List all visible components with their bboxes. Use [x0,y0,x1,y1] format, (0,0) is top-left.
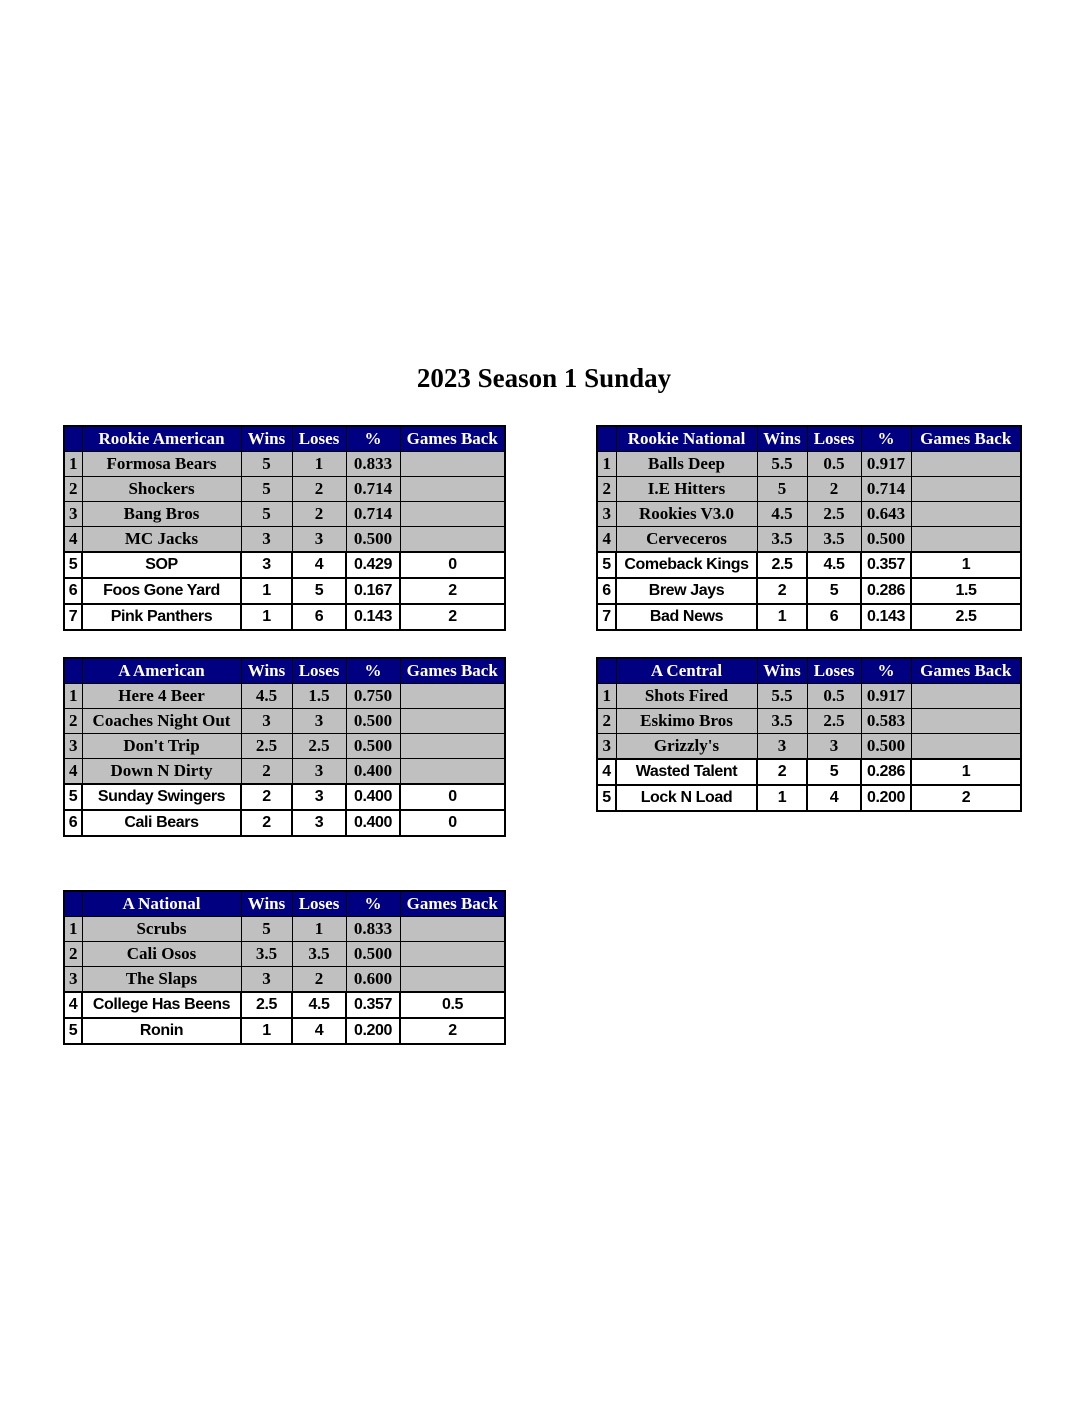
loses-cell: 4.5 [292,992,346,1018]
pct-cell: 0.143 [346,604,400,630]
rank-cell: 5 [597,785,616,811]
wins-cell: 3.5 [757,709,807,734]
team-name-cell: Bad News [616,604,757,630]
games-back-cell [911,502,1021,527]
rank-cell: 1 [64,684,82,709]
wins-cell: 3.5 [757,527,807,553]
pct-cell: 0.200 [861,785,911,811]
team-name-cell: Foos Gone Yard [82,578,241,604]
table-row [597,578,1021,604]
wins-header: Wins [757,658,807,684]
table-a-national [63,890,506,1045]
table-row [597,785,1021,811]
games-back-cell [400,502,505,527]
wins-cell: 5.5 [757,684,807,709]
loses-cell: 6 [292,604,346,630]
pct-cell: 0.357 [861,552,911,578]
pct-cell: 0.286 [861,759,911,785]
wins-cell: 5 [241,477,292,502]
table-row [64,502,505,527]
wins-cell: 3 [241,527,292,553]
wins-cell: 5 [241,502,292,527]
pct-cell: 0.143 [861,604,911,630]
games-back-header: Games Back [911,658,1021,684]
pct-header: % [346,658,400,684]
games-back-cell [400,917,505,942]
games-back-cell [911,684,1021,709]
wins-cell: 5 [241,452,292,477]
table-row [64,1018,505,1044]
games-back-header: Games Back [400,891,505,917]
rank-cell: 1 [64,452,82,477]
loses-cell: 0.5 [807,452,861,477]
pct-header: % [346,891,400,917]
games-back-cell: 1 [911,759,1021,785]
rank-cell: 1 [597,452,616,477]
pct-cell: 0.500 [346,527,400,553]
table-row [64,477,505,502]
loses-cell: 4.5 [807,552,861,578]
loses-cell: 2 [807,477,861,502]
loses-cell: 1.5 [292,684,346,709]
games-back-cell: 0 [400,552,505,578]
loses-cell: 3 [292,527,346,553]
loses-cell: 3.5 [807,527,861,553]
loses-cell: 4 [292,552,346,578]
games-back-cell: 1 [911,552,1021,578]
rank-cell: 1 [64,917,82,942]
wins-cell: 3 [241,967,292,993]
pct-cell: 0.583 [861,709,911,734]
games-back-cell: 1.5 [911,578,1021,604]
pct-cell: 0.429 [346,552,400,578]
pct-cell: 0.400 [346,759,400,785]
rank-header-cell [64,426,82,452]
team-name-cell: Here 4 Beer [82,684,241,709]
rank-header-cell [64,891,82,917]
rank-cell: 3 [597,734,616,760]
table-row [64,578,505,604]
header-row [597,658,1021,684]
loses-cell: 3 [292,784,346,810]
team-name-cell: Balls Deep [616,452,757,477]
rank-cell: 4 [597,759,616,785]
team-name-cell: Comeback Kings [616,552,757,578]
team-name-cell: Shots Fired [616,684,757,709]
wins-cell: 2 [757,578,807,604]
table-row [597,684,1021,709]
table-row [64,917,505,942]
pct-cell: 0.167 [346,578,400,604]
loses-cell: 6 [807,604,861,630]
games-back-cell [911,709,1021,734]
rank-cell: 5 [64,552,82,578]
pct-cell: 0.714 [861,477,911,502]
pct-cell: 0.500 [346,734,400,759]
wins-cell: 2 [241,784,292,810]
wins-cell: 2 [757,759,807,785]
pct-cell: 0.714 [346,502,400,527]
games-back-cell [400,942,505,967]
division-title: Rookie American [82,426,241,452]
table-row [64,552,505,578]
pct-header: % [861,658,911,684]
games-back-cell [400,452,505,477]
division-title: A American [82,658,241,684]
team-name-cell: Rookies V3.0 [616,502,757,527]
table-rookie-american [63,425,506,631]
games-back-cell [400,477,505,502]
loses-cell: 3 [292,810,346,836]
loses-cell: 2 [292,477,346,502]
rank-cell: 5 [597,552,616,578]
team-name-cell: Lock N Load [616,785,757,811]
games-back-cell [400,967,505,993]
loses-header: Loses [807,658,861,684]
pct-cell: 0.400 [346,784,400,810]
games-back-cell: 2 [400,1018,505,1044]
rank-cell: 6 [64,578,82,604]
games-back-cell: 2 [911,785,1021,811]
loses-cell: 2 [292,502,346,527]
standings-table [596,657,1022,812]
games-back-cell [400,709,505,734]
rank-cell: 7 [64,604,82,630]
team-name-cell: Cali Osos [82,942,241,967]
rank-cell: 6 [597,578,616,604]
pct-cell: 0.643 [861,502,911,527]
wins-cell: 4.5 [757,502,807,527]
rank-cell: 7 [597,604,616,630]
standings-table [63,425,506,631]
rank-header-cell [597,658,616,684]
wins-cell: 2.5 [757,552,807,578]
team-name-cell: Ronin [82,1018,241,1044]
team-name-cell: Sunday Swingers [82,784,241,810]
loses-cell: 2.5 [292,734,346,759]
games-back-cell: 0 [400,810,505,836]
pct-cell: 0.500 [861,734,911,760]
team-name-cell: Pink Panthers [82,604,241,630]
pct-cell: 0.833 [346,452,400,477]
loses-cell: 1 [292,917,346,942]
wins-cell: 2 [241,810,292,836]
games-back-cell: 0 [400,784,505,810]
standings-table [63,890,506,1045]
table-row [597,734,1021,760]
wins-cell: 2.5 [241,734,292,759]
loses-cell: 3.5 [292,942,346,967]
wins-cell: 4.5 [241,684,292,709]
rank-cell: 2 [64,709,82,734]
pct-header: % [861,426,911,452]
rank-cell: 3 [64,734,82,759]
table-a-american [63,657,506,837]
games-back-cell [911,527,1021,553]
team-name-cell: Grizzly's [616,734,757,760]
header-row [64,658,505,684]
table-row [64,527,505,553]
table-rookie-national [596,425,1022,631]
wins-header: Wins [241,426,292,452]
table-row [64,784,505,810]
games-back-cell: 2.5 [911,604,1021,630]
table-row [597,502,1021,527]
team-name-cell: Down N Dirty [82,759,241,785]
wins-cell: 1 [241,1018,292,1044]
wins-cell: 2 [241,759,292,785]
team-name-cell: Shockers [82,477,241,502]
header-row [64,426,505,452]
wins-cell: 3 [241,709,292,734]
division-title: A Central [616,658,757,684]
rank-cell: 1 [597,684,616,709]
team-name-cell: The Slaps [82,967,241,993]
team-name-cell: Don't Trip [82,734,241,759]
rank-cell: 3 [597,502,616,527]
team-name-cell: Scrubs [82,917,241,942]
standings-table [63,657,506,837]
rank-cell: 6 [64,810,82,836]
rank-header-cell [597,426,616,452]
wins-cell: 5 [241,917,292,942]
team-name-cell: Coaches Night Out [82,709,241,734]
rank-cell: 4 [64,527,82,553]
header-row [597,426,1021,452]
games-back-cell [400,527,505,553]
pct-cell: 0.750 [346,684,400,709]
table-row [64,604,505,630]
header-row [64,891,505,917]
table-row [597,759,1021,785]
team-name-cell: Cali Bears [82,810,241,836]
wins-header: Wins [241,891,292,917]
loses-cell: 2 [292,967,346,993]
rank-cell: 4 [64,992,82,1018]
loses-header: Loses [292,426,346,452]
team-name-cell: I.E Hitters [616,477,757,502]
games-back-header: Games Back [400,658,505,684]
division-title: Rookie National [616,426,757,452]
games-back-cell: 2 [400,604,505,630]
team-name-cell: Formosa Bears [82,452,241,477]
pct-cell: 0.600 [346,967,400,993]
games-back-cell [911,734,1021,760]
page-title: 2023 Season 1 Sunday [416,363,672,393]
pct-cell: 0.500 [346,709,400,734]
rank-cell: 4 [64,759,82,785]
table-row [597,452,1021,477]
table-row [64,992,505,1018]
team-name-cell: Bang Bros [82,502,241,527]
pct-cell: 0.286 [861,578,911,604]
wins-cell: 1 [241,604,292,630]
games-back-cell [400,684,505,709]
pct-cell: 0.357 [346,992,400,1018]
division-title: A National [82,891,241,917]
table-row [64,709,505,734]
loses-header: Loses [292,891,346,917]
pct-cell: 0.500 [346,942,400,967]
games-back-header: Games Back [400,426,505,452]
games-back-cell [400,759,505,785]
rank-cell: 5 [64,1018,82,1044]
rank-cell: 2 [64,477,82,502]
loses-cell: 3 [807,734,861,760]
team-name-cell: SOP [82,552,241,578]
team-name-cell: College Has Beens [82,992,241,1018]
table-row [64,967,505,993]
games-back-cell [400,734,505,759]
team-name-cell: MC Jacks [82,527,241,553]
table-row [64,684,505,709]
rank-cell: 2 [597,709,616,734]
games-back-header: Games Back [911,426,1021,452]
table-row [597,527,1021,553]
table-row [64,810,505,836]
table-row [597,604,1021,630]
table-row [597,477,1021,502]
wins-cell: 5.5 [757,452,807,477]
wins-cell: 3 [757,734,807,760]
rank-cell: 2 [64,942,82,967]
wins-header: Wins [241,658,292,684]
wins-cell: 2.5 [241,992,292,1018]
loses-cell: 4 [292,1018,346,1044]
loses-cell: 1 [292,452,346,477]
games-back-cell [911,477,1021,502]
games-back-cell: 2 [400,578,505,604]
loses-cell: 2.5 [807,709,861,734]
loses-cell: 5 [292,578,346,604]
loses-cell: 4 [807,785,861,811]
pct-cell: 0.500 [861,527,911,553]
loses-header: Loses [807,426,861,452]
table-row [64,942,505,967]
table-a-central [596,657,1022,812]
loses-cell: 5 [807,759,861,785]
loses-cell: 5 [807,578,861,604]
team-name-cell: Wasted Talent [616,759,757,785]
games-back-cell: 0.5 [400,992,505,1018]
team-name-cell: Cerveceros [616,527,757,553]
team-name-cell: Eskimo Bros [616,709,757,734]
loses-header: Loses [292,658,346,684]
loses-cell: 2.5 [807,502,861,527]
pct-cell: 0.917 [861,684,911,709]
wins-cell: 3 [241,552,292,578]
team-name-cell: Brew Jays [616,578,757,604]
loses-cell: 0.5 [807,684,861,709]
pct-cell: 0.200 [346,1018,400,1044]
rank-cell: 4 [597,527,616,553]
table-row [64,759,505,785]
wins-cell: 3.5 [241,942,292,967]
wins-cell: 1 [757,604,807,630]
table-row [597,709,1021,734]
table-row [64,452,505,477]
wins-cell: 1 [757,785,807,811]
loses-cell: 3 [292,709,346,734]
rank-header-cell [64,658,82,684]
rank-cell: 5 [64,784,82,810]
games-back-cell [911,452,1021,477]
wins-cell: 5 [757,477,807,502]
pct-cell: 0.833 [346,917,400,942]
wins-header: Wins [757,426,807,452]
loses-cell: 3 [292,759,346,785]
table-row [64,734,505,759]
wins-cell: 1 [241,578,292,604]
pct-header: % [346,426,400,452]
pct-cell: 0.714 [346,477,400,502]
rank-cell: 3 [64,967,82,993]
standings-table [596,425,1022,631]
rank-cell: 3 [64,502,82,527]
rank-cell: 2 [597,477,616,502]
pct-cell: 0.400 [346,810,400,836]
pct-cell: 0.917 [861,452,911,477]
table-row [597,552,1021,578]
